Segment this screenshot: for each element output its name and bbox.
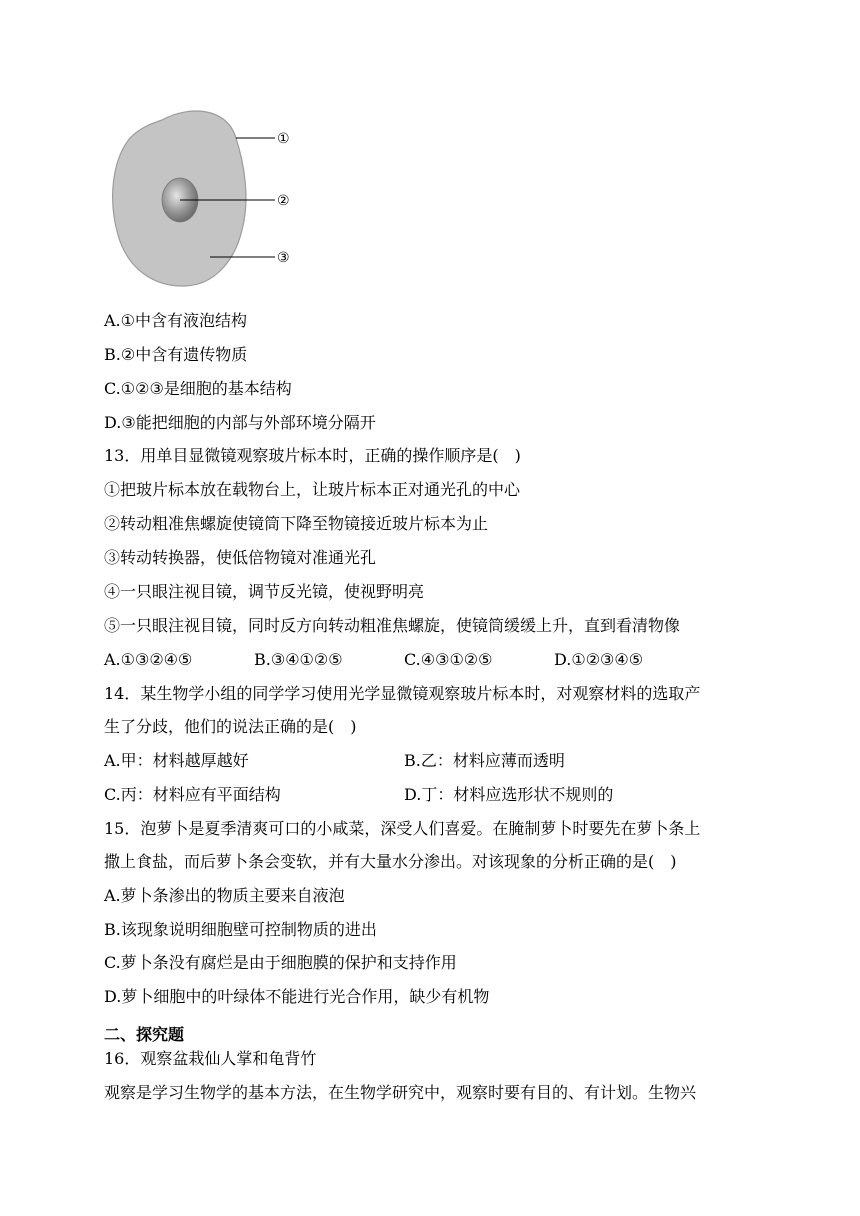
q13-step-1: ①把玻片标本放在载物台上，让玻片标本正对通光孔的中心 (104, 480, 521, 499)
q15-option-a: A.萝卜条渗出的物质主要来自液泡 (104, 886, 345, 905)
q13-step-3: ③转动转换器，使低倍物镜对准通光孔 (104, 548, 377, 567)
q16-title: 16．观察盆栽仙人掌和龟背竹 (104, 1049, 317, 1068)
q13-step-5: ⑤一只眼注视目镜，同时反方向转动粗准焦螺旋，使镜筒缓缓上升，直到看清物像 (104, 616, 681, 635)
q14-option-b: B.乙：材料应薄而透明 (404, 751, 565, 770)
q14-stem-line2: 生了分歧，他们的说法正确的是( ) (104, 717, 357, 736)
q14-option-d: D.丁：材料应选形状不规则的 (404, 785, 614, 804)
q16-line1: 观察是学习生物学的基本方法，在生物学研究中，观察时要有目的、有计划。生物兴 (104, 1083, 697, 1102)
q14-stem-line1: 14．某生物学小组的同学学习使用光学显微镜观察玻片标本时，对观察材料的选取产 (104, 684, 701, 703)
q15-stem-line1: 15．泡萝卜是夏季清爽可口的小咸菜，深受人们喜爱。在腌制萝卜时要先在萝卜条上 (104, 819, 701, 838)
q13-step-4: ④一只眼注视目镜，调节反光镜，使视野明亮 (104, 582, 425, 601)
section-heading: 二、探究题 (104, 1025, 185, 1044)
q13-option-c: C.④③①②⑤ (404, 650, 493, 669)
q12-option-a: A.①中含有液泡结构 (104, 311, 247, 330)
cell-diagram (100, 100, 300, 290)
q15-option-c: C.萝卜条没有腐烂是由于细胞膜的保护和支持作用 (104, 953, 457, 972)
q13-option-d: D.①②③④⑤ (554, 650, 644, 669)
q12-option-d: D.③能把细胞的内部与外部环境分隔开 (104, 413, 376, 432)
q15-option-b: B.该现象说明细胞壁可控制物质的进出 (104, 920, 377, 939)
q13-step-2: ②转动粗准焦螺旋使镜筒下降至物镜接近玻片标本为止 (104, 514, 489, 533)
q15-stem-line2: 撒上食盐，而后萝卜条会变软，并有大量水分渗出。对该现象的分析正确的是( ) (104, 852, 677, 871)
label-3: ③ (277, 250, 290, 266)
q13-stem: 13．用单目显微镜观察玻片标本时，正确的操作顺序是( ) (104, 446, 521, 465)
q13-option-a: A.①③②④⑤ (104, 650, 193, 669)
label-2: ② (277, 193, 290, 209)
q12-option-c: C.①②③是细胞的基本结构 (104, 379, 292, 398)
q14-option-a: A.甲：材料越厚越好 (104, 751, 249, 770)
q15-option-d: D.萝卜细胞中的叶绿体不能进行光合作用，缺少有机物 (104, 987, 490, 1006)
q13-option-b: B.③④①②⑤ (254, 650, 343, 669)
q12-option-b: B.②中含有遗传物质 (104, 345, 248, 364)
q14-option-c: C.丙：材料应有平面结构 (104, 785, 281, 804)
label-1: ① (277, 131, 290, 147)
